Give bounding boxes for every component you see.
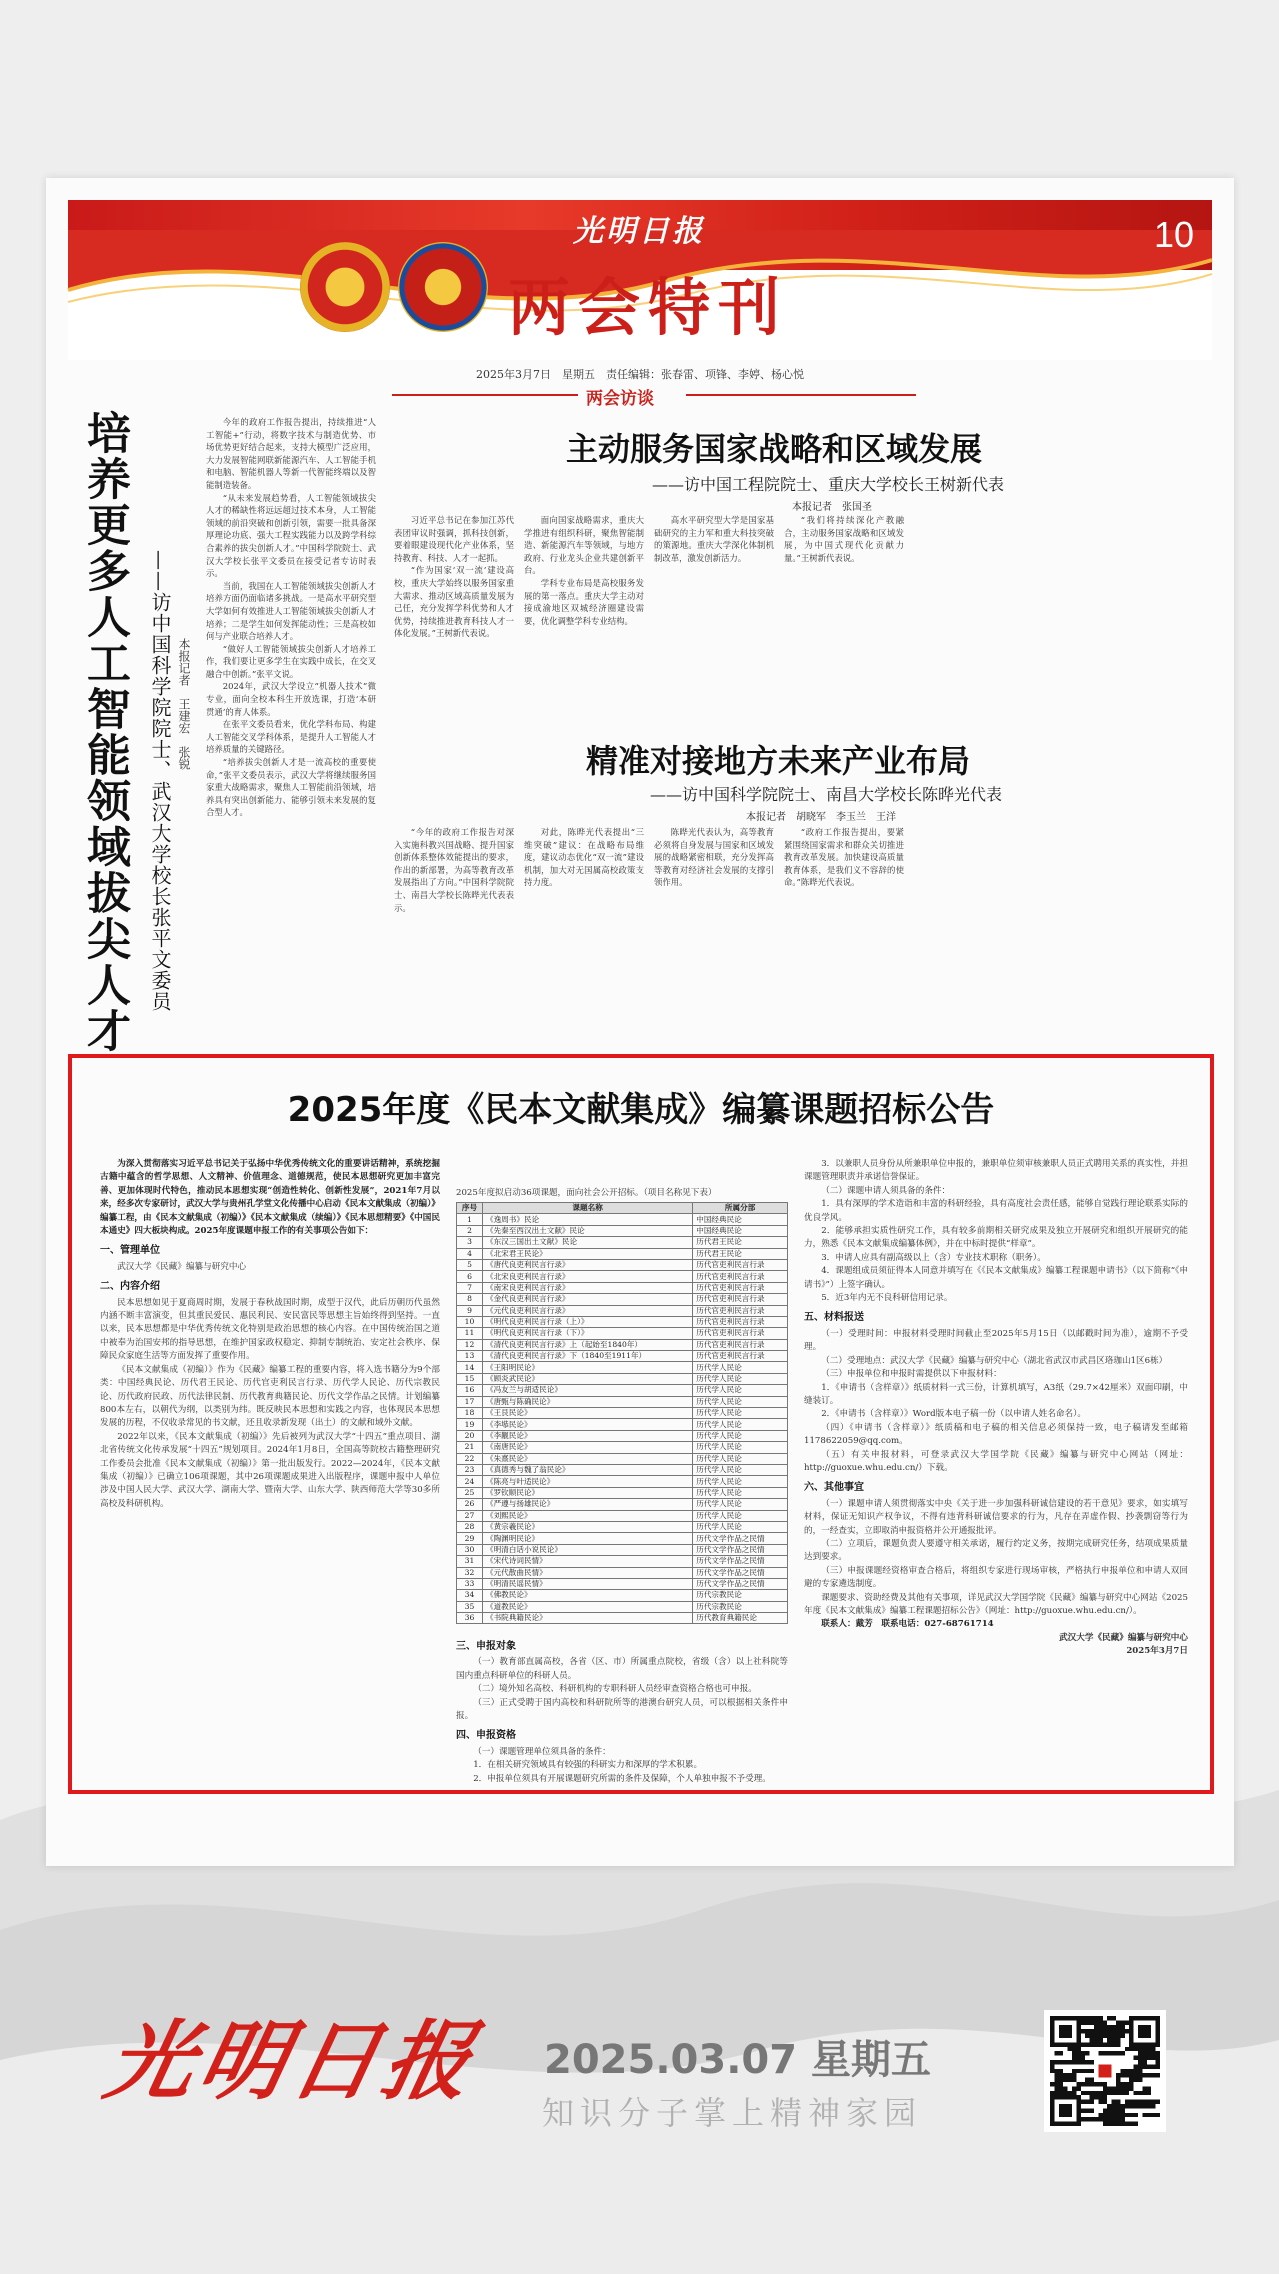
table-cell-topic: 《顾炎武民论》 xyxy=(483,1373,693,1384)
table-cell-topic: 《唐甄与陈确民论》 xyxy=(483,1396,693,1407)
table-cell-index: 32 xyxy=(457,1567,483,1578)
table-row xyxy=(457,1578,788,1589)
table-row xyxy=(457,1351,788,1362)
table-cell-category: 历代学人民论 xyxy=(693,1396,788,1407)
paragraph: 课题要求、资助经费及其他有关事项，详见武汉大学国学院《民藏》编纂与研究中心网站《2025年度《民本文献集成》编纂工程课题招标公告》（网址：http://guoxue.whu.edu.cn/）。 xyxy=(804,1592,1188,1616)
table-cell-category: 历代学人民论 xyxy=(693,1373,788,1384)
table-cell-index: 4 xyxy=(457,1248,483,1259)
table-caption: 2025年度拟启动36项课题，面向社会公开招标。（项目名称见下表） xyxy=(456,1188,717,1198)
qr-code-icon[interactable] xyxy=(1044,2010,1166,2132)
table-cell-category: 历代学人民论 xyxy=(693,1487,788,1498)
table-row xyxy=(457,1613,788,1624)
banner-title: 两会特刊 xyxy=(508,271,789,344)
table-cell-category: 历代官吏利民言行录 xyxy=(693,1282,788,1293)
table-row xyxy=(457,1408,788,1419)
table-cell-category: 历代文学作品之民情 xyxy=(693,1544,788,1555)
table-row xyxy=(457,1453,788,1464)
section-heading: 四、申报资格 xyxy=(456,1730,516,1742)
table-cell-topic: 《明清民谣民情》 xyxy=(483,1578,693,1589)
table-header: 所属分部 xyxy=(693,1203,788,1214)
footer-logo: 光明日报 xyxy=(97,2011,488,2112)
table-cell-index: 33 xyxy=(457,1578,483,1589)
table-cell-topic: 《黄宗羲民论》 xyxy=(483,1521,693,1532)
table-cell-category: 历代官吏利民言行录 xyxy=(693,1328,788,1339)
table-row xyxy=(457,1567,788,1578)
table-cell-category: 历代君王民论 xyxy=(693,1237,788,1248)
date-line: 2025年3月7日 星期五 责任编辑：张春雷、项锋、李婷、杨心悦 xyxy=(476,368,804,381)
table-cell-topic: 《先秦至西汉出土文献》民论 xyxy=(483,1225,693,1236)
section-tag: 两会访谈 xyxy=(586,389,654,409)
table-cell-index: 6 xyxy=(457,1271,483,1282)
table-row xyxy=(457,1305,788,1316)
paragraph: （二）立项后，课题负责人要遵守相关承诺，履行约定义务，按期完成研究任务，结项成果质量达到要求。 xyxy=(804,1538,1188,1563)
mid-article-subtitle: ——访中国科学院院士、南昌大学校长陈晔光代表 xyxy=(650,785,1003,804)
paragraph: “做好人工智能领域拔尖创新人才培养工作，我们要让更多学生在实践中成长，在交叉融合中创新。”张平文说。 xyxy=(206,643,376,679)
table-cell-category: 历代教育典籍民论 xyxy=(693,1613,788,1624)
table-cell-index: 21 xyxy=(457,1442,483,1453)
table-body xyxy=(457,1214,788,1624)
table-cell-category: 历代官吏利民言行录 xyxy=(693,1271,788,1282)
mid-article-byline: 本报记者 胡晓军 李玉兰 王洋 xyxy=(746,812,896,823)
table-row xyxy=(457,1385,788,1396)
table-cell-category: 历代官吏利民言行录 xyxy=(693,1339,788,1350)
table-cell-topic: 《李塨民论》 xyxy=(483,1419,693,1430)
footer-slogan: 知识分子掌上精神家园 xyxy=(542,2094,923,2132)
table-row xyxy=(457,1259,788,1270)
table-row xyxy=(457,1510,788,1521)
table-row xyxy=(457,1396,788,1407)
table-cell-topic: 《南宋良吏利民言行录》 xyxy=(483,1282,693,1293)
table-row xyxy=(457,1214,788,1225)
table-cell-index: 14 xyxy=(457,1362,483,1373)
paragraph: 《民本文献集成（初编）》作为《民藏》编纂工程的重要内容，将入选书籍分为9个部类：中国经典民论、历代君王民论、历代官吏利民言行录、历代学人民论、历代宗教民论、历代政府民政、历代法律民制、历代教育典籍民论、历代文学作品之民情。计划编纂800本左右，以朝代为纲，以类别为纬。既反映民本思想和实践之内容，也体现民本思想发展的历程，不仅收录常见的书文献，还且收录新发现（出土）的文献和域外文献。 xyxy=(100,1364,440,1429)
table-cell-index: 13 xyxy=(457,1351,483,1362)
paragraph: （三）正式受聘于国内高校和科研院所等的港澳台研究人员，可以根据相关条件申报。 xyxy=(456,1697,788,1722)
table-row xyxy=(457,1556,788,1567)
table-cell-topic: 《东汉三国出土文献》民论 xyxy=(483,1237,693,1248)
table-row xyxy=(457,1248,788,1259)
notice-col-3 xyxy=(804,1158,1188,1788)
table-cell-category: 历代文学作品之民情 xyxy=(693,1578,788,1589)
topics-table xyxy=(456,1202,788,1624)
paragraph: “作为国家‘双一流’建设高校，重庆大学始终以服务国家重大需求、推动区域高质量发展为己任，充分发挥学科优势和人才优势，持续推进教育科技人才一体化发展。”王树新代表说。 xyxy=(394,565,514,639)
table-cell-index: 30 xyxy=(457,1544,483,1555)
table-row xyxy=(457,1533,788,1544)
top-article-title: 主动服务国家战略和区域发展 xyxy=(566,430,983,468)
paragraph: （三）申报课题经资格审查合格后，将组织专家进行现场审核，严格执行申报单位和申请人双回避的专家遴选制度。 xyxy=(804,1565,1188,1590)
table-cell-category: 历代学人民论 xyxy=(693,1362,788,1373)
table-cell-topic: 《明代良吏利民言行录（上）》 xyxy=(483,1316,693,1327)
notice-intro: 为深入贯彻落实习近平总书记关于弘扬中华优秀传统文化的重要讲话精神，系统挖掘古籍中蕴含的哲学思想、人文精神、价值理念、道德规范，使民本思想研究更加丰富完善、更加体现时代特色，推动民本思想实现“创造性转化、创新性发展”，2021年7月以来，经多次专家研讨，武汉大学与贵州孔学堂文化传播中心启动《民本文献集成（初编）》编纂工程，由《民本文献集成（初编）》《民本文献集成（续编）》《民本思想精要》《中国民本通史》四大板块构成。2025年度课题申报工作的有关事项公告如下： xyxy=(100,1159,440,1237)
table-cell-index: 2 xyxy=(457,1225,483,1236)
mid-article-title: 精准对接地方未来产业布局 xyxy=(586,742,971,780)
table-cell-category: 历代学人民论 xyxy=(693,1442,788,1453)
table-cell-category: 历代官吏利民言行录 xyxy=(693,1316,788,1327)
top-article-subtitle: ——访中国工程院院士、重庆大学校长王树新代表 xyxy=(652,475,1005,494)
notice-title: 2025年度《民本文献集成》编纂课题招标公告 xyxy=(287,1090,995,1130)
mid-article-col-1 xyxy=(394,826,514,1044)
table-cell-topic: 《书院典籍民论》 xyxy=(483,1613,693,1624)
table-cell-topic: 《真德秀与魏了翁民论》 xyxy=(483,1464,693,1475)
contact-line: 联系人：戴芳 联系电话：027-68761714 xyxy=(821,1619,994,1630)
table-cell-index: 22 xyxy=(457,1453,483,1464)
table-cell-category: 历代官吏利民言行录 xyxy=(693,1351,788,1362)
table-cell-index: 28 xyxy=(457,1521,483,1532)
table-row xyxy=(457,1237,788,1248)
table-cell-topic: 《元代散曲民情》 xyxy=(483,1567,693,1578)
table-row xyxy=(457,1316,788,1327)
table-header: 序号 xyxy=(457,1203,483,1214)
table-cell-category: 历代文学作品之民情 xyxy=(693,1567,788,1578)
table-cell-topic: 《明代良吏利民言行录（下）》 xyxy=(483,1328,693,1339)
top-article-col-1 xyxy=(394,514,514,714)
paragraph: 在张平文委员看来，优化学科布局、构建人工智能交叉学科体系，是提升人工智能人才培养质量的关键路径。 xyxy=(206,719,376,755)
banner-brand: 光明日报 xyxy=(573,214,705,249)
table-cell-category: 中国经典民论 xyxy=(693,1214,788,1225)
table-cell-category: 历代学人民论 xyxy=(693,1499,788,1510)
table-cell-index: 35 xyxy=(457,1601,483,1612)
table-cell-index: 36 xyxy=(457,1613,483,1624)
paragraph: 2022年以来，《民本文献集成（初编）》先后被列为武汉大学“十四五”重点项目、湖北省传统文化传承发展“十四五”规划项目。2024年1月8日，全国高等院校古籍整理研究工作委员会批准《民本文献集成（初编）》第一批出版发行。2022—2024年，《民本文献集成（初编）》已确立106项课题，其中26项课题成果进入出版程序，课题申报中人单位涉及中国人民大学、武汉大学、湖南大学、暨南大学、山东大学、陕西师范大学等30多所高校及科研机构。 xyxy=(100,1431,440,1509)
table-cell-topic: 《宋代诗词民情》 xyxy=(483,1556,693,1567)
paragraph: 高水平研究型大学是国家基础研究的主力军和重大科技突破的策源地。重庆大学深化体制机制改革，激发创新活力。 xyxy=(654,515,774,563)
paragraph: “我们将持续深化产教融合，主动服务国家战略和区域发展，为中国式现代化贡献力量。”王树新代表说。 xyxy=(784,515,904,563)
table-cell-index: 23 xyxy=(457,1464,483,1475)
table-cell-topic: 《李觏民论》 xyxy=(483,1430,693,1441)
table-cell-topic: 《南唐民论》 xyxy=(483,1442,693,1453)
table-cell-category: 历代学人民论 xyxy=(693,1476,788,1487)
paragraph: 3．申请人应具有副高级以上（含）专业技术职称（职务）。 xyxy=(821,1252,1046,1263)
table-cell-index: 20 xyxy=(457,1430,483,1441)
table-cell-category: 历代官吏利民言行录 xyxy=(693,1305,788,1316)
top-article-col-3 xyxy=(654,514,774,714)
top-article-byline: 本报记者 张国圣 xyxy=(792,502,872,513)
table-row xyxy=(457,1476,788,1487)
paragraph: 当前，我国在人工智能领域拔尖创新人才培养方面仍面临诸多挑战。一是高水平研究型大学如何有效推进人工智能领域拔尖创新人才培养；二是学生如何发挥能动性；三是高校如何与产业联合培养人才。 xyxy=(206,580,376,642)
table-cell-category: 历代学人民论 xyxy=(693,1408,788,1419)
paragraph: 对此，陈晔光代表提出“三维突破”建议：在战略布局维度，建议动态优化“双一流”建设机制，加大对无国属高校政策支持力度。 xyxy=(524,827,644,888)
notice-col-2-lower xyxy=(456,1634,788,1784)
paragraph: 1．在相关研究领域具有较强的科研实力和深厚的学术积累。 xyxy=(473,1760,703,1771)
table-header-row xyxy=(457,1203,788,1214)
table-cell-index: 11 xyxy=(457,1328,483,1339)
paragraph: （二）课题申请人须具备的条件： xyxy=(821,1185,951,1196)
table-cell-index: 15 xyxy=(457,1373,483,1384)
table-cell-index: 12 xyxy=(457,1339,483,1350)
mid-article-col-3 xyxy=(654,826,774,1044)
table-cell-index: 3 xyxy=(457,1237,483,1248)
left-article-title: 培养更多人工智能领域拔尖人才 xyxy=(79,410,130,1054)
paragraph: 今年的政府工作报告提出，持续推进“人工智能+”行动，将数字技术与制造优势、市场优势更好结合起来，支持大模型广泛应用，大力发展智能网联新能源汽车、人工智能手机和电脑、智能机器人等新一代智能终端以及智能制造装备。 xyxy=(206,417,376,490)
left-article-byline: 本报记者 王建宏 张锐 xyxy=(177,638,191,770)
table-row xyxy=(457,1487,788,1498)
paragraph: （二）境外知名高校、科研机构的专职科研人员经审查资格合格也可申报。 xyxy=(473,1684,757,1695)
paragraph: 2024年，武汉大学设立“机器人技术”微专业，面向全校本科生开放选课，打造‘本研贯通’的育人体系。 xyxy=(206,681,376,717)
national-emblem-icon xyxy=(300,242,390,332)
table-cell-category: 历代官吏利民言行录 xyxy=(693,1259,788,1270)
table-cell-category: 历代官吏利民言行录 xyxy=(693,1294,788,1305)
mid-article-col-4 xyxy=(784,826,904,1044)
table-row xyxy=(457,1339,788,1350)
table-cell-index: 27 xyxy=(457,1510,483,1521)
table-cell-category: 历代学人民论 xyxy=(693,1419,788,1430)
table-cell-topic: 《唐代良吏利民言行录》 xyxy=(483,1259,693,1270)
paragraph: 1．具有深厚的学术造诣和丰富的科研经验，具有高度社会责任感，能够自觉践行理论联系实际的优良学风。 xyxy=(804,1199,1188,1223)
table-row xyxy=(457,1521,788,1532)
table-cell-category: 历代文学作品之民情 xyxy=(693,1556,788,1567)
page-number: 10 xyxy=(1153,214,1194,255)
table-cell-category: 历代学人民论 xyxy=(693,1430,788,1441)
table-cell-topic: 《道教民论》 xyxy=(483,1601,693,1612)
notice-col-1 xyxy=(100,1158,440,1778)
table-row xyxy=(457,1373,788,1384)
paragraph: （三）申报单位和申报时需提供以下申报材料： xyxy=(821,1369,1002,1380)
top-article-col-2 xyxy=(524,514,644,714)
paragraph: “培养拔尖创新人才是一流高校的重要使命，”张平文委员表示，武汉大学将继续服务国家重大战略需求，聚焦人工智能前沿领域，培养具有突出创新能力、能够引领未来发展的复合型人才。 xyxy=(206,757,376,818)
paragraph: 2．能够承担实质性研究工作，具有较多前期相关研究成果及独立开展研究和组织开展研究的能力，熟悉《民本文献集成编纂体例》，并在中标时提供“样章”。 xyxy=(804,1226,1188,1250)
mid-article-col-2 xyxy=(524,826,644,1044)
table-cell-topic: 《王艮民论》 xyxy=(483,1408,693,1419)
table-cell-index: 7 xyxy=(457,1282,483,1293)
paragraph: （一）课题管理单位须具备的条件： xyxy=(473,1746,611,1757)
tag-rule-right xyxy=(686,394,916,396)
section-heading: 六、其他事宜 xyxy=(804,1482,864,1494)
paragraph: 面向国家战略需求，重庆大学推进有组织科研，聚焦智能制造、新能源汽车等领域，与地方政府、行业龙头企业共建创新平台。 xyxy=(524,515,644,576)
table-cell-topic: 《明清白话小说民论》 xyxy=(483,1544,693,1555)
table-cell-topic: 《冯友兰与胡适民论》 xyxy=(483,1385,693,1396)
table-row xyxy=(457,1464,788,1475)
table-row xyxy=(457,1362,788,1373)
paragraph: 陈晔光代表认为，高等教育必须将自身发展与国家和区域发展的战略紧密相联，充分发挥高等教育对经济社会发展的支撑引领作用。 xyxy=(654,827,774,888)
paragraph: “从未来发展趋势看，人工智能领域拔尖人才的稀缺性将远远超过技术本身，人工智能领域的前沿突破和创新引领，需要一批具备深厚理论功底、强大工程实践能力以及跨学科综合素养的拔尖创新人才。”中国科学院院士、武汉大学校长张平文委员在接受记者专访时表示。 xyxy=(206,492,376,579)
newspaper-page xyxy=(46,178,1234,1866)
table-cell-topic: 《严遵与扬雄民论》 xyxy=(483,1499,693,1510)
paragraph: “今年的政府工作报告对深入实施科教兴国战略、提升国家创新体系整体效能提出的要求，作出的新部署，为高等教育改革发展指出了方向。”中国科学院院士、南昌大学校长陈晔光代表表示。 xyxy=(394,827,514,913)
paragraph: 4．课题组成员须征得本人同意并填写在《《民本文献集成》编纂工程课题申请书》（以下简称“《申请书》”）上签字确认。 xyxy=(804,1266,1188,1290)
table-cell-topic: 《陈亮与叶适民论》 xyxy=(483,1476,693,1487)
paragraph: 1．《申请书（含样章）》纸质材料一式三份，计算机填写，A3纸（29.7×42厘米）双面印刷，中缝装订。 xyxy=(804,1382,1188,1406)
tag-rule-left xyxy=(392,394,578,396)
table-cell-category: 历代学人民论 xyxy=(693,1385,788,1396)
tender-notice-box xyxy=(68,1054,1214,1794)
table-cell-index: 26 xyxy=(457,1499,483,1510)
section-heading: 三、申报对象 xyxy=(456,1641,516,1652)
table-row xyxy=(457,1442,788,1453)
table-cell-topic: 《清代良吏利民言行录》上（起始至1840年） xyxy=(483,1339,693,1350)
table-row xyxy=(457,1282,788,1293)
table-cell-index: 9 xyxy=(457,1305,483,1316)
table-cell-category: 历代学人民论 xyxy=(693,1521,788,1532)
table-row xyxy=(457,1430,788,1441)
table-cell-topic: 《清代良吏利民言行录》下（1840至1911年） xyxy=(483,1351,693,1362)
paragraph: 2．《申请书（含样章）》Word版本电子稿一份（以申请人姓名命名）。 xyxy=(821,1409,1087,1420)
section-heading: 五、材料报送 xyxy=(804,1312,864,1324)
table-row xyxy=(457,1544,788,1555)
section-heading: 一、管理单位 xyxy=(100,1245,160,1257)
table-cell-category: 历代学人民论 xyxy=(693,1453,788,1464)
table-row xyxy=(457,1328,788,1339)
banner xyxy=(68,200,1212,381)
table-row xyxy=(457,1294,788,1305)
table-row xyxy=(457,1225,788,1236)
table-cell-topic: 《北宋良吏利民言行录》 xyxy=(483,1271,693,1282)
table-cell-topic: 《逸周书》民论 xyxy=(483,1214,693,1225)
left-article-subtitle: ——访中国科学院院士、武汉大学校长张平文委员 xyxy=(148,550,172,1012)
table-cell-index: 17 xyxy=(457,1396,483,1407)
table-cell-index: 5 xyxy=(457,1259,483,1270)
paragraph: 习近平总书记在参加江苏代表团审议时强调，抓科技创新，要着眼建设现代化产业体系，坚持教育、科技、人才一起抓。 xyxy=(394,515,514,563)
table-row xyxy=(457,1271,788,1282)
table-cell-index: 18 xyxy=(457,1408,483,1419)
table-cell-topic: 《朱熹民论》 xyxy=(483,1453,693,1464)
cppcc-emblem-icon xyxy=(398,242,488,332)
table-cell-topic: 《王阳明民论》 xyxy=(483,1362,693,1373)
table-header: 课题名称 xyxy=(483,1203,693,1214)
table-cell-category: 历代文学作品之民情 xyxy=(693,1533,788,1544)
paragraph: （二）受理地点：武汉大学《民藏》编纂与研究中心（湖北省武汉市武昌区珞珈山1区6栋） xyxy=(821,1355,1168,1366)
table-cell-category: 历代宗教民论 xyxy=(693,1601,788,1612)
paragraph: 学科专业布局是高校服务发展的第一落点。重庆大学主动对接成渝地区双城经济圈建设需要，优化调整学科专业结构。 xyxy=(524,577,644,626)
table-cell-topic: 《陶渊明民论》 xyxy=(483,1533,693,1544)
table-cell-topic: 《金代良吏利民言行录》 xyxy=(483,1294,693,1305)
table-cell-index: 34 xyxy=(457,1590,483,1601)
table-cell-index: 29 xyxy=(457,1533,483,1544)
signature-date: 2025年3月7日 xyxy=(1126,1646,1188,1657)
table-cell-index: 19 xyxy=(457,1419,483,1430)
paragraph: 3．以兼职人员身份从所兼职单位申报的，兼职单位须审核兼职人员正式聘用关系的真实性，并担课题管理职责并承诺信誉保证。 xyxy=(804,1159,1188,1183)
table-cell-index: 1 xyxy=(457,1214,483,1225)
table-cell-topic: 《佛教民论》 xyxy=(483,1590,693,1601)
table-row xyxy=(457,1590,788,1601)
table-cell-index: 10 xyxy=(457,1316,483,1327)
section-heading: 二、内容介绍 xyxy=(100,1281,160,1293)
paragraph: 5．近3年内无不良科研信用记录。 xyxy=(821,1293,953,1304)
table-row xyxy=(457,1601,788,1612)
table-cell-topic: 《刘熙民论》 xyxy=(483,1510,693,1521)
footer-date: 2025.03.07 星期五 xyxy=(544,2037,931,2083)
paragraph: “政府工作报告提出，要紧紧围绕国家需求和群众关切推进教育改革发展。加快建设高质量教育体系，是我们义不容辞的使命。”陈晔光代表说。 xyxy=(784,827,904,888)
qr-pattern xyxy=(1050,2016,1160,2126)
paragraph: （一）课题申请人须贯彻落实中央《关于进一步加强科研诚信建设的若干意见》要求，如实填写材料，保证无知识产权争议，不得有违背科研诚信要求的行为，凡存在弄虚作假、抄袭剽窃等行为的，一经查实，立即取消申报资格并公开通报批评。 xyxy=(804,1498,1188,1536)
table-cell-topic: 《元代良吏利民言行录》 xyxy=(483,1305,693,1316)
paragraph: （四）《申请书（含样章）》纸质稿和电子稿的相关信息必须保持一致，电子稿请发至邮箱1178622059@qq.com。 xyxy=(804,1422,1188,1447)
table-cell-category: 历代学人民论 xyxy=(693,1464,788,1475)
top-article-col-4 xyxy=(784,514,904,714)
table-cell-index: 16 xyxy=(457,1385,483,1396)
table-row xyxy=(457,1419,788,1430)
table-cell-index: 25 xyxy=(457,1487,483,1498)
left-article-body xyxy=(206,416,376,1046)
paragraph: 武汉大学《民藏》编纂与研究中心 xyxy=(117,1261,247,1272)
table-cell-category: 历代学人民论 xyxy=(693,1510,788,1521)
table-cell-topic: 《罗钦顺民论》 xyxy=(483,1487,693,1498)
table-cell-topic: 《北宋君王民论》 xyxy=(483,1248,693,1259)
table-cell-index: 8 xyxy=(457,1294,483,1305)
paragraph: 民本思想如见于夏商周时期，发展于春秋战国时期，成型于汉代，此后历朝历代虽然内涵不断丰富演变，但其重民爱民、惠民利民、安民富民等思想主旨始终得到坚持。一直以来，民本思想都是中华优秀传统文化特别是政治思想的核心内容。在中国传统治国之道中被奉为治国安邦的指导思想，在维护国家政权稳定、抑制专制统治、安定社会秩序、保障民众家庭生活等方面发挥了重要作用。 xyxy=(100,1297,440,1362)
table-cell-index: 31 xyxy=(457,1556,483,1567)
table-cell-category: 历代宗教民论 xyxy=(693,1590,788,1601)
table-row xyxy=(457,1499,788,1510)
signature-org: 武汉大学《民藏》编纂与研究中心 xyxy=(1059,1632,1188,1643)
table-cell-category: 历代君王民论 xyxy=(693,1248,788,1259)
paragraph: （一）受理时间：申报材料受理时间截止至2025年5月15日（以邮戳时间为准），逾期不予受理。 xyxy=(804,1328,1188,1353)
paragraph: （五）有关申报材料，可登录武汉大学国学院《民藏》编纂与研究中心网站（网址：http://guoxue.whu.edu.cn/）下载。 xyxy=(804,1449,1188,1473)
table-cell-category: 中国经典民论 xyxy=(693,1225,788,1236)
table-cell-index: 24 xyxy=(457,1476,483,1487)
paragraph: 2．申报单位须具有开展课题研究所需的条件及保障，个人单独申报不予受理。 xyxy=(473,1773,771,1784)
paragraph: （一）教育部直属高校，各省（区、市）所属重点院校，省级（含）以上社科院等国内重点科研单位的科研人员。 xyxy=(456,1657,788,1681)
